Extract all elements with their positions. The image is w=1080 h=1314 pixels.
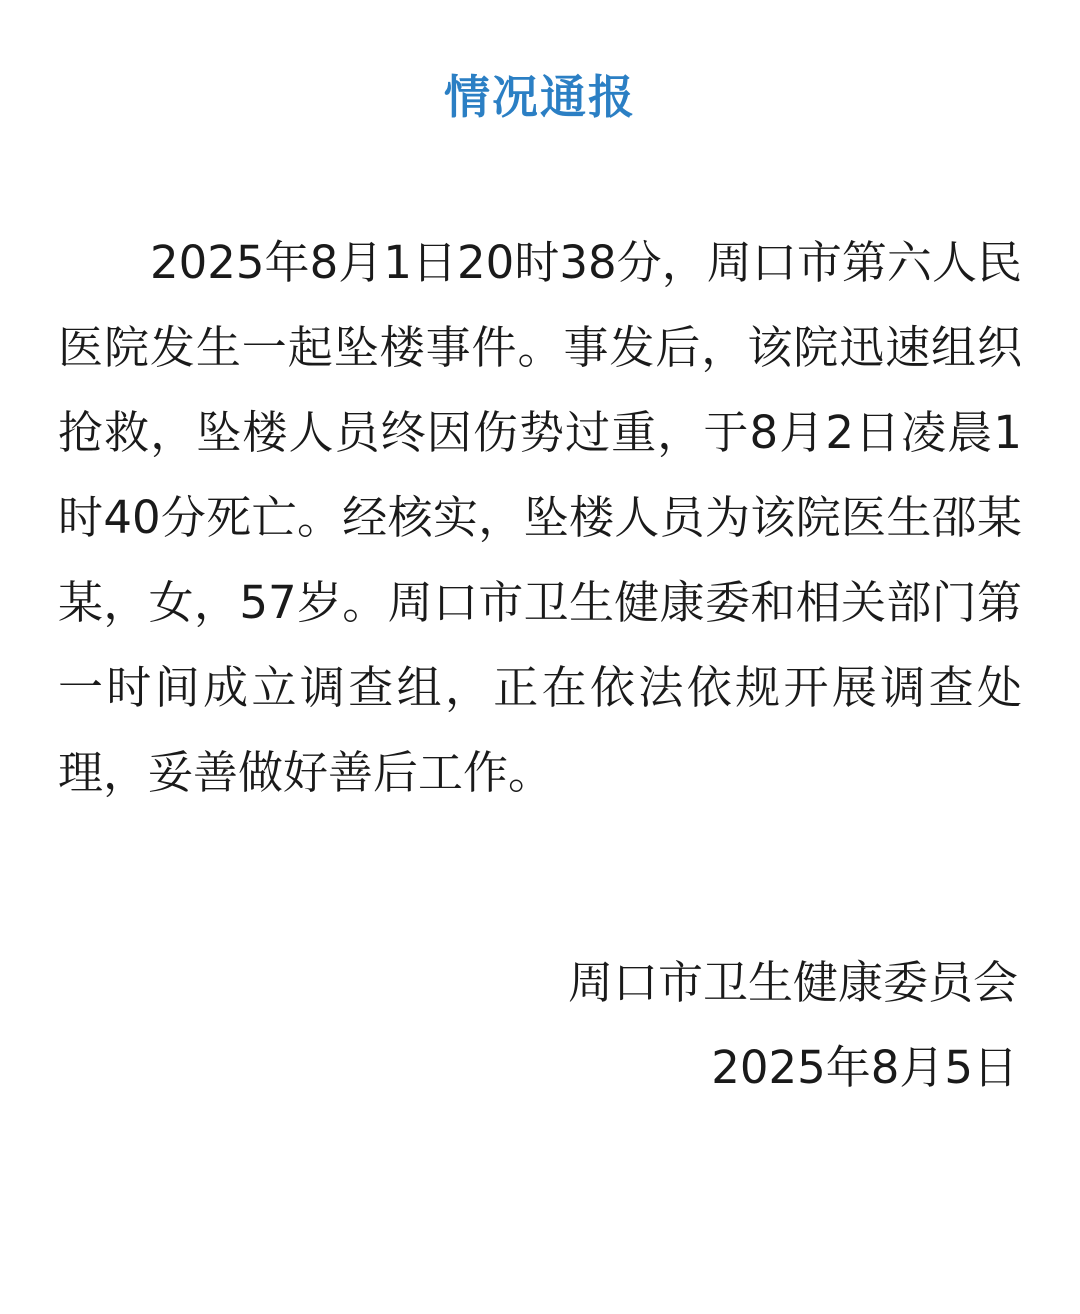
signature-date: 2025年8月5日 [711, 1040, 1018, 1094]
notice-paragraph: 2025年8月1日20时38分，周口市第六人民医院发生一起坠楼事件。事发后，该院迅速组织抢救，坠楼人员终因伤势过重，于8月2日凌晨1时40分死亡。经核实，坠楼人员为该院医生邵某某，女，57岁。周口市卫生健康委和相关部门第一时间成立调查组，正在依法依规开展调查处理，妥善做好善后工作。 [58, 235, 1022, 799]
signature-block [58, 940, 1022, 1110]
page-title: 情况通报 [444, 70, 636, 124]
signature-organization: 周口市卫生健康委员会 [567, 955, 1018, 1009]
notice-body [58, 220, 1022, 815]
